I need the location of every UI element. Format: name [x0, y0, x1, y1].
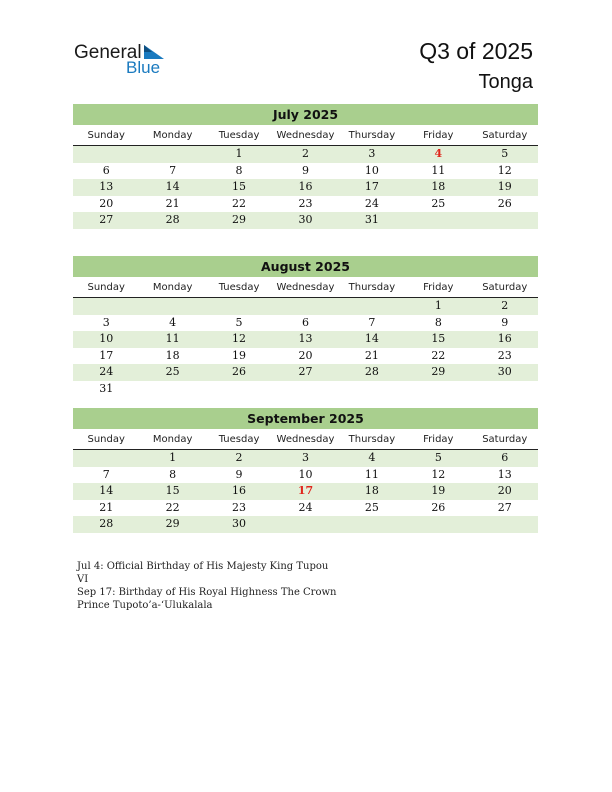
day-cell: 24	[364, 196, 379, 210]
day-cell: 1	[434, 299, 442, 312]
day-cell: 16	[497, 332, 512, 345]
day-cell: 13	[99, 180, 114, 193]
day-cell: 21	[99, 500, 114, 514]
month-calendar-august	[73, 256, 538, 397]
day-cell: 18	[431, 180, 446, 193]
day-cell	[73, 450, 139, 467]
weekday-label: Sunday	[87, 130, 125, 141]
weekday-label: Monday	[152, 434, 193, 445]
weekday-label: Tuesday	[218, 282, 260, 293]
day-cell	[472, 381, 538, 398]
week-row	[73, 298, 538, 315]
day-cell	[73, 146, 139, 163]
day-cell	[405, 212, 471, 229]
day-cell: 9	[501, 315, 509, 329]
week-row	[73, 315, 538, 332]
weekday-label: Monday	[152, 282, 193, 293]
day-cell: 29	[165, 517, 180, 530]
day-cell: 13	[298, 332, 313, 345]
weekday-label: Sunday	[87, 282, 125, 293]
day-cell: 1	[235, 147, 243, 160]
weekday-label: Tuesday	[218, 434, 260, 445]
day-cell	[405, 381, 471, 398]
day-cell: 11	[431, 163, 446, 177]
weekday-label: Saturday	[482, 130, 528, 141]
day-cell: 2	[501, 299, 509, 312]
day-cell: 11	[165, 332, 180, 345]
day-cell: 12	[232, 332, 247, 345]
day-cell: 26	[431, 500, 446, 514]
day-cell	[206, 298, 272, 315]
weekday-header-row	[73, 128, 538, 146]
day-cell: 8	[434, 315, 442, 329]
day-cell: 6	[301, 315, 309, 329]
day-cell: 3	[102, 315, 110, 329]
day-cell: 10	[364, 163, 379, 177]
day-cell: 25	[165, 365, 180, 378]
day-cell: 8	[235, 163, 243, 177]
day-cell	[339, 298, 405, 315]
day-cell: 5	[501, 147, 509, 160]
week-row	[73, 331, 538, 348]
day-cell: 15	[165, 484, 180, 497]
weekday-label: Friday	[423, 434, 454, 445]
weekday-header-row	[73, 280, 538, 298]
day-cell	[73, 298, 139, 315]
day-cell: 29	[232, 213, 247, 226]
day-cell: 19	[431, 484, 446, 497]
day-cell: 10	[99, 332, 114, 345]
week-row	[73, 196, 538, 213]
day-cell: 10	[298, 467, 313, 481]
day-cell: 18	[364, 484, 379, 497]
weekday-label: Wednesday	[276, 434, 335, 445]
week-row	[73, 146, 538, 163]
country-name: Tonga	[478, 71, 533, 93]
month-title: July 2025	[73, 104, 538, 125]
week-row	[73, 364, 538, 381]
day-cell	[272, 381, 338, 398]
day-cell: 23	[232, 500, 247, 514]
day-cell: 1	[169, 451, 177, 464]
day-cell: 4	[368, 451, 376, 464]
day-cell: 26	[497, 196, 512, 210]
day-cell	[405, 516, 471, 533]
day-cell: 13	[497, 467, 512, 481]
logo-blue-text: Blue	[126, 58, 161, 77]
day-cell	[139, 298, 205, 315]
day-cell: 22	[232, 196, 247, 210]
week-row	[73, 516, 538, 533]
day-cell: 23	[298, 196, 313, 210]
day-cell: 8	[169, 467, 177, 481]
day-cell: 24	[99, 365, 114, 378]
day-cell: 27	[298, 365, 313, 378]
day-cell	[339, 516, 405, 533]
day-cell: 12	[497, 163, 512, 177]
day-cell: 20	[298, 348, 313, 362]
day-cell: 20	[497, 484, 512, 497]
day-cell	[272, 298, 338, 315]
day-cell: 31	[99, 381, 114, 395]
week-row	[73, 450, 538, 467]
holiday-note: Jul 4: Official Birthday of His Majesty King Tupou VI	[77, 561, 329, 585]
week-row	[73, 500, 538, 517]
week-row	[73, 212, 538, 229]
weekday-label: Wednesday	[276, 282, 335, 293]
weekday-label: Thursday	[348, 130, 396, 141]
day-cell: 16	[232, 484, 247, 497]
weekday-label: Saturday	[482, 282, 528, 293]
day-cell: 12	[431, 467, 446, 481]
day-cell: 15	[232, 180, 247, 193]
weekday-label: Saturday	[482, 434, 528, 445]
day-cell: 21	[165, 196, 180, 210]
day-cell: 17	[364, 180, 379, 193]
day-cell: 2	[301, 147, 309, 160]
weekday-label: Sunday	[87, 434, 125, 445]
day-cell	[139, 146, 205, 163]
day-cell: 7	[102, 467, 110, 481]
page-title: Q3 of 2025	[419, 38, 533, 64]
weekday-label: Tuesday	[218, 130, 260, 141]
day-cell: 21	[364, 348, 379, 362]
day-cell: 7	[169, 163, 177, 177]
month-title: August 2025	[73, 256, 538, 277]
weekday-label: Friday	[423, 282, 454, 293]
day-cell: 30	[232, 517, 247, 530]
day-cell: 30	[298, 213, 313, 226]
day-cell: 16	[298, 180, 313, 193]
holiday-note: Sep 17: Birthday of His Royal Highness The Crown Prince Tupoto’a-‘Ulukalala	[77, 587, 337, 611]
day-cell: 27	[497, 500, 512, 514]
day-cell: 9	[301, 163, 309, 177]
day-cell: 25	[364, 500, 379, 514]
day-cell: 2	[235, 451, 243, 464]
weekday-header-row	[73, 432, 538, 450]
weekday-label: Thursday	[348, 434, 396, 445]
holiday-notes	[77, 560, 337, 612]
day-cell	[139, 381, 205, 398]
day-cell: 19	[232, 348, 247, 362]
day-cell: 14	[364, 332, 379, 345]
day-cell: 9	[235, 467, 243, 481]
weekday-label: Wednesday	[276, 130, 335, 141]
day-cell: 18	[165, 348, 180, 362]
day-cell: 22	[431, 348, 446, 362]
day-cell: 3	[368, 147, 376, 160]
day-cell: 14	[99, 484, 114, 497]
day-cell: 23	[497, 348, 512, 362]
day-cell: 5	[434, 451, 442, 464]
day-cell: 30	[497, 365, 512, 378]
day-cell: 27	[99, 213, 114, 226]
day-cell: 28	[364, 365, 379, 378]
day-cell	[272, 516, 338, 533]
logo-general-text: General	[74, 42, 142, 63]
day-cell: 11	[364, 467, 379, 481]
week-row	[73, 179, 538, 196]
brand-logo	[74, 40, 174, 80]
month-title: September 2025	[73, 408, 538, 429]
day-cell: 7	[368, 315, 376, 329]
day-cell: 28	[165, 213, 180, 226]
holiday-day-cell: 4	[434, 147, 443, 160]
month-calendar-july	[73, 104, 538, 229]
holiday-day-cell: 17	[297, 484, 314, 497]
week-row	[73, 467, 538, 484]
week-row	[73, 381, 538, 398]
week-row	[73, 348, 538, 365]
day-cell: 4	[169, 315, 177, 329]
day-cell: 20	[99, 196, 114, 210]
week-row	[73, 483, 538, 500]
day-cell: 26	[232, 365, 247, 378]
day-cell: 6	[501, 451, 509, 464]
weekday-label: Friday	[423, 130, 454, 141]
day-cell: 5	[235, 315, 243, 329]
day-cell: 3	[301, 451, 309, 464]
day-cell: 28	[99, 517, 114, 530]
day-cell: 31	[364, 213, 379, 226]
week-row	[73, 163, 538, 180]
day-cell	[472, 212, 538, 229]
month-calendar-september	[73, 408, 538, 533]
day-cell	[206, 381, 272, 398]
day-cell: 14	[165, 180, 180, 193]
weekday-label: Thursday	[348, 282, 396, 293]
day-cell: 24	[298, 500, 313, 514]
weekday-label: Monday	[152, 130, 193, 141]
day-cell: 25	[431, 196, 446, 210]
day-cell	[339, 381, 405, 398]
day-cell: 15	[431, 332, 446, 345]
day-cell: 22	[165, 500, 180, 514]
day-cell: 17	[99, 348, 114, 362]
day-cell: 6	[102, 163, 110, 177]
day-cell: 19	[497, 180, 512, 193]
day-cell	[472, 516, 538, 533]
day-cell: 29	[431, 365, 446, 378]
